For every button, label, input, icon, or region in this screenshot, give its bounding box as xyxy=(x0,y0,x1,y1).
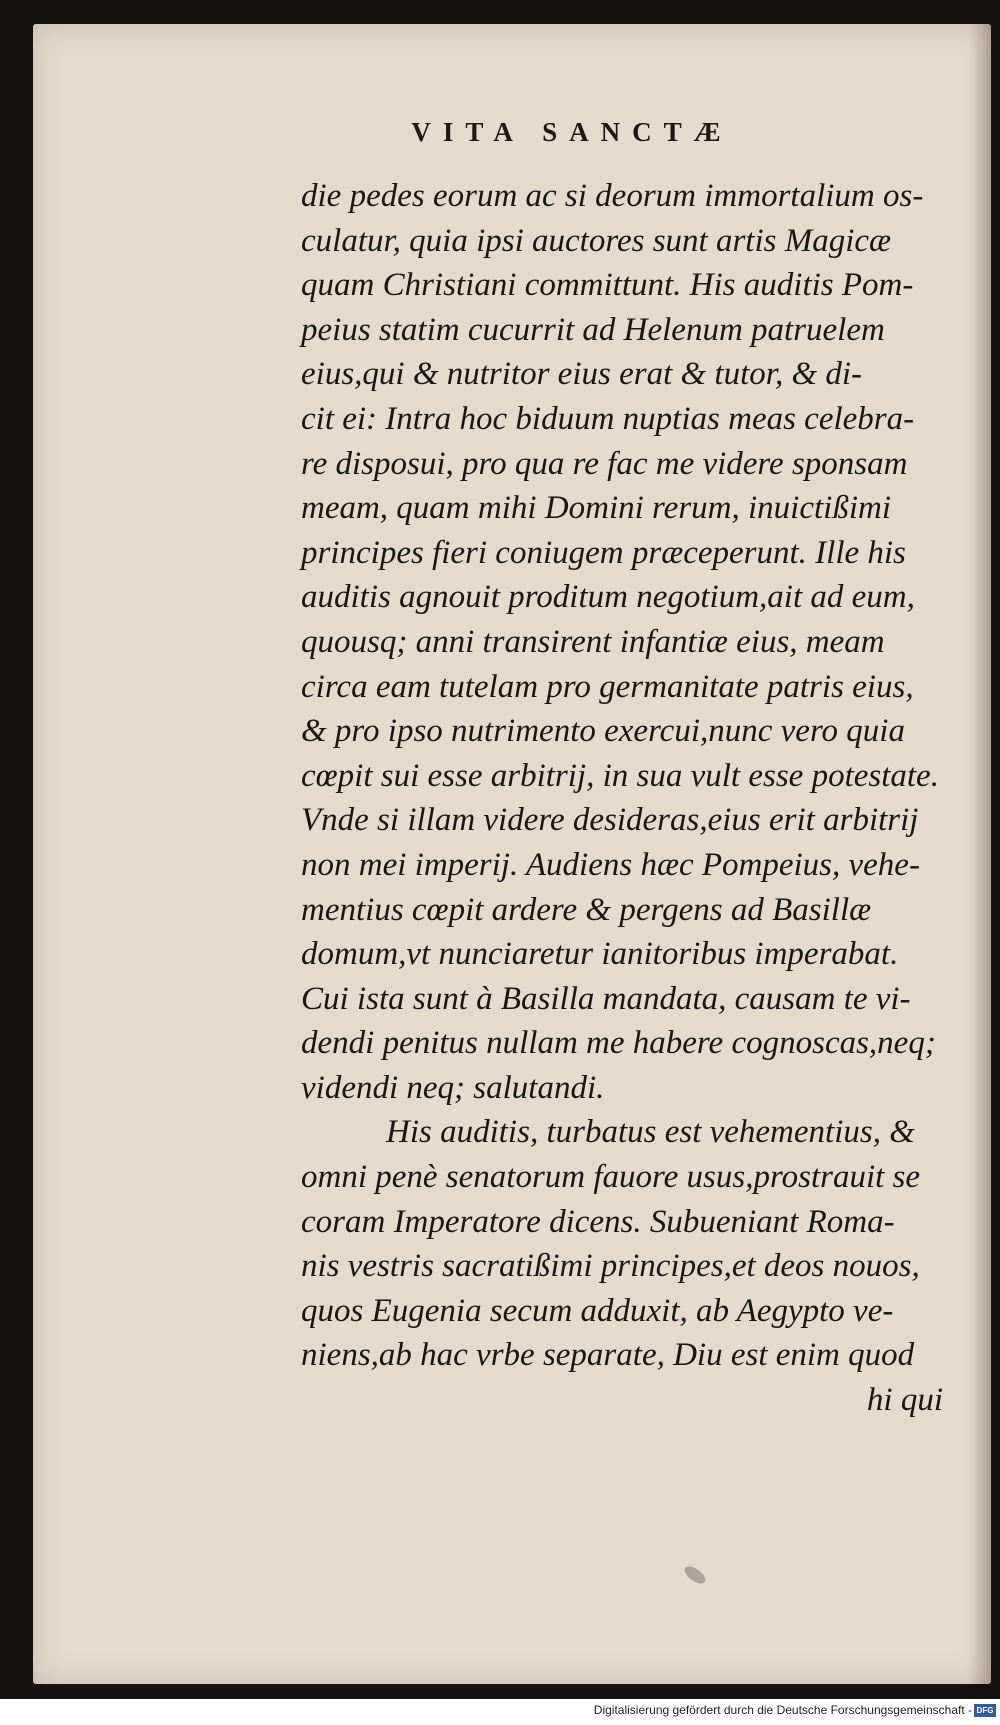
text-line: dendi penitus nullam me habere cognoscas,neq; xyxy=(301,1025,936,1062)
ink-smudge xyxy=(682,1563,709,1587)
body-text xyxy=(301,174,1000,1423)
text-line: videndi neq; salutandi. xyxy=(301,1069,605,1106)
text-line: cœpit sui esse arbitrij, in sua vult esse potestate. xyxy=(301,757,939,794)
footer-credit: Digitalisierung gefördert durch die Deutsche Forschungsgemeinschaft - xyxy=(593,1703,972,1717)
text-line: omni penè senatorum fauore usus,prostrauit se xyxy=(301,1159,921,1196)
running-head: VITA SANCTÆ xyxy=(411,117,733,147)
text-line: culatur, quia ipsi auctores sunt artis Magicæ xyxy=(301,222,892,259)
text-line: peius statim cucurrit ad Helenum patruelem xyxy=(301,311,885,348)
paragraph-start-line: His auditis, turbatus est vehementius, & xyxy=(386,1114,915,1151)
text-line: re disposui, pro qua re fac me videre sponsam xyxy=(301,445,908,482)
text-line: nis vestris sacratißimi principes,et deos nouos, xyxy=(301,1248,920,1285)
text-line: quos Eugenia secum adduxit, ab Aegypto ve- xyxy=(301,1292,894,1329)
text-line: die pedes eorum ac si deorum immortalium os- xyxy=(301,178,924,214)
catchword: hi qui xyxy=(866,1382,943,1419)
text-line: domum,vt nunciaretur ianitoribus imperabat. xyxy=(301,936,899,973)
text-line: quousq; anni transirent infantiæ eius, meam xyxy=(301,623,885,660)
text-line: Cui ista sunt à Basilla mandata, causam te vi- xyxy=(301,980,911,1017)
footer-bar xyxy=(0,1699,1000,1725)
text-line: & pro ipso nutrimento exercui,nunc vero quia xyxy=(301,713,905,750)
text-line: eius,qui & nutritor eius erat & tutor, & di- xyxy=(301,356,863,393)
text-line: Vnde si illam videre desideras,eius erit arbitrij xyxy=(301,802,919,839)
text-line: niens,ab hac vrbe separate, Diu est enim quod xyxy=(301,1337,915,1374)
text-line: non mei imperij. Audiens hæc Pompeius, vehe- xyxy=(301,846,920,883)
book-page xyxy=(33,24,991,1684)
text-line: principes fieri coniugem præceperunt. Ille his xyxy=(301,534,906,571)
text-line: quam Christiani committunt. His auditis Pom- xyxy=(301,267,914,304)
text-line: circa eam tutelam pro germanitate patris eius, xyxy=(301,668,914,705)
text-line: mentius cœpit ardere & pergens ad Basillæ xyxy=(301,891,872,928)
text-line: auditis agnouit proditum negotium,ait ad eum, xyxy=(301,579,915,616)
text-line: cit ei: Intra hoc biduum nuptias meas celebra- xyxy=(301,400,915,437)
dfg-logo-icon: DFG xyxy=(974,1704,996,1717)
text-line: coram Imperatore dicens. Subueniant Roma- xyxy=(301,1203,895,1240)
text-line: meam, quam mihi Domini rerum, inuictißimi xyxy=(301,490,891,527)
